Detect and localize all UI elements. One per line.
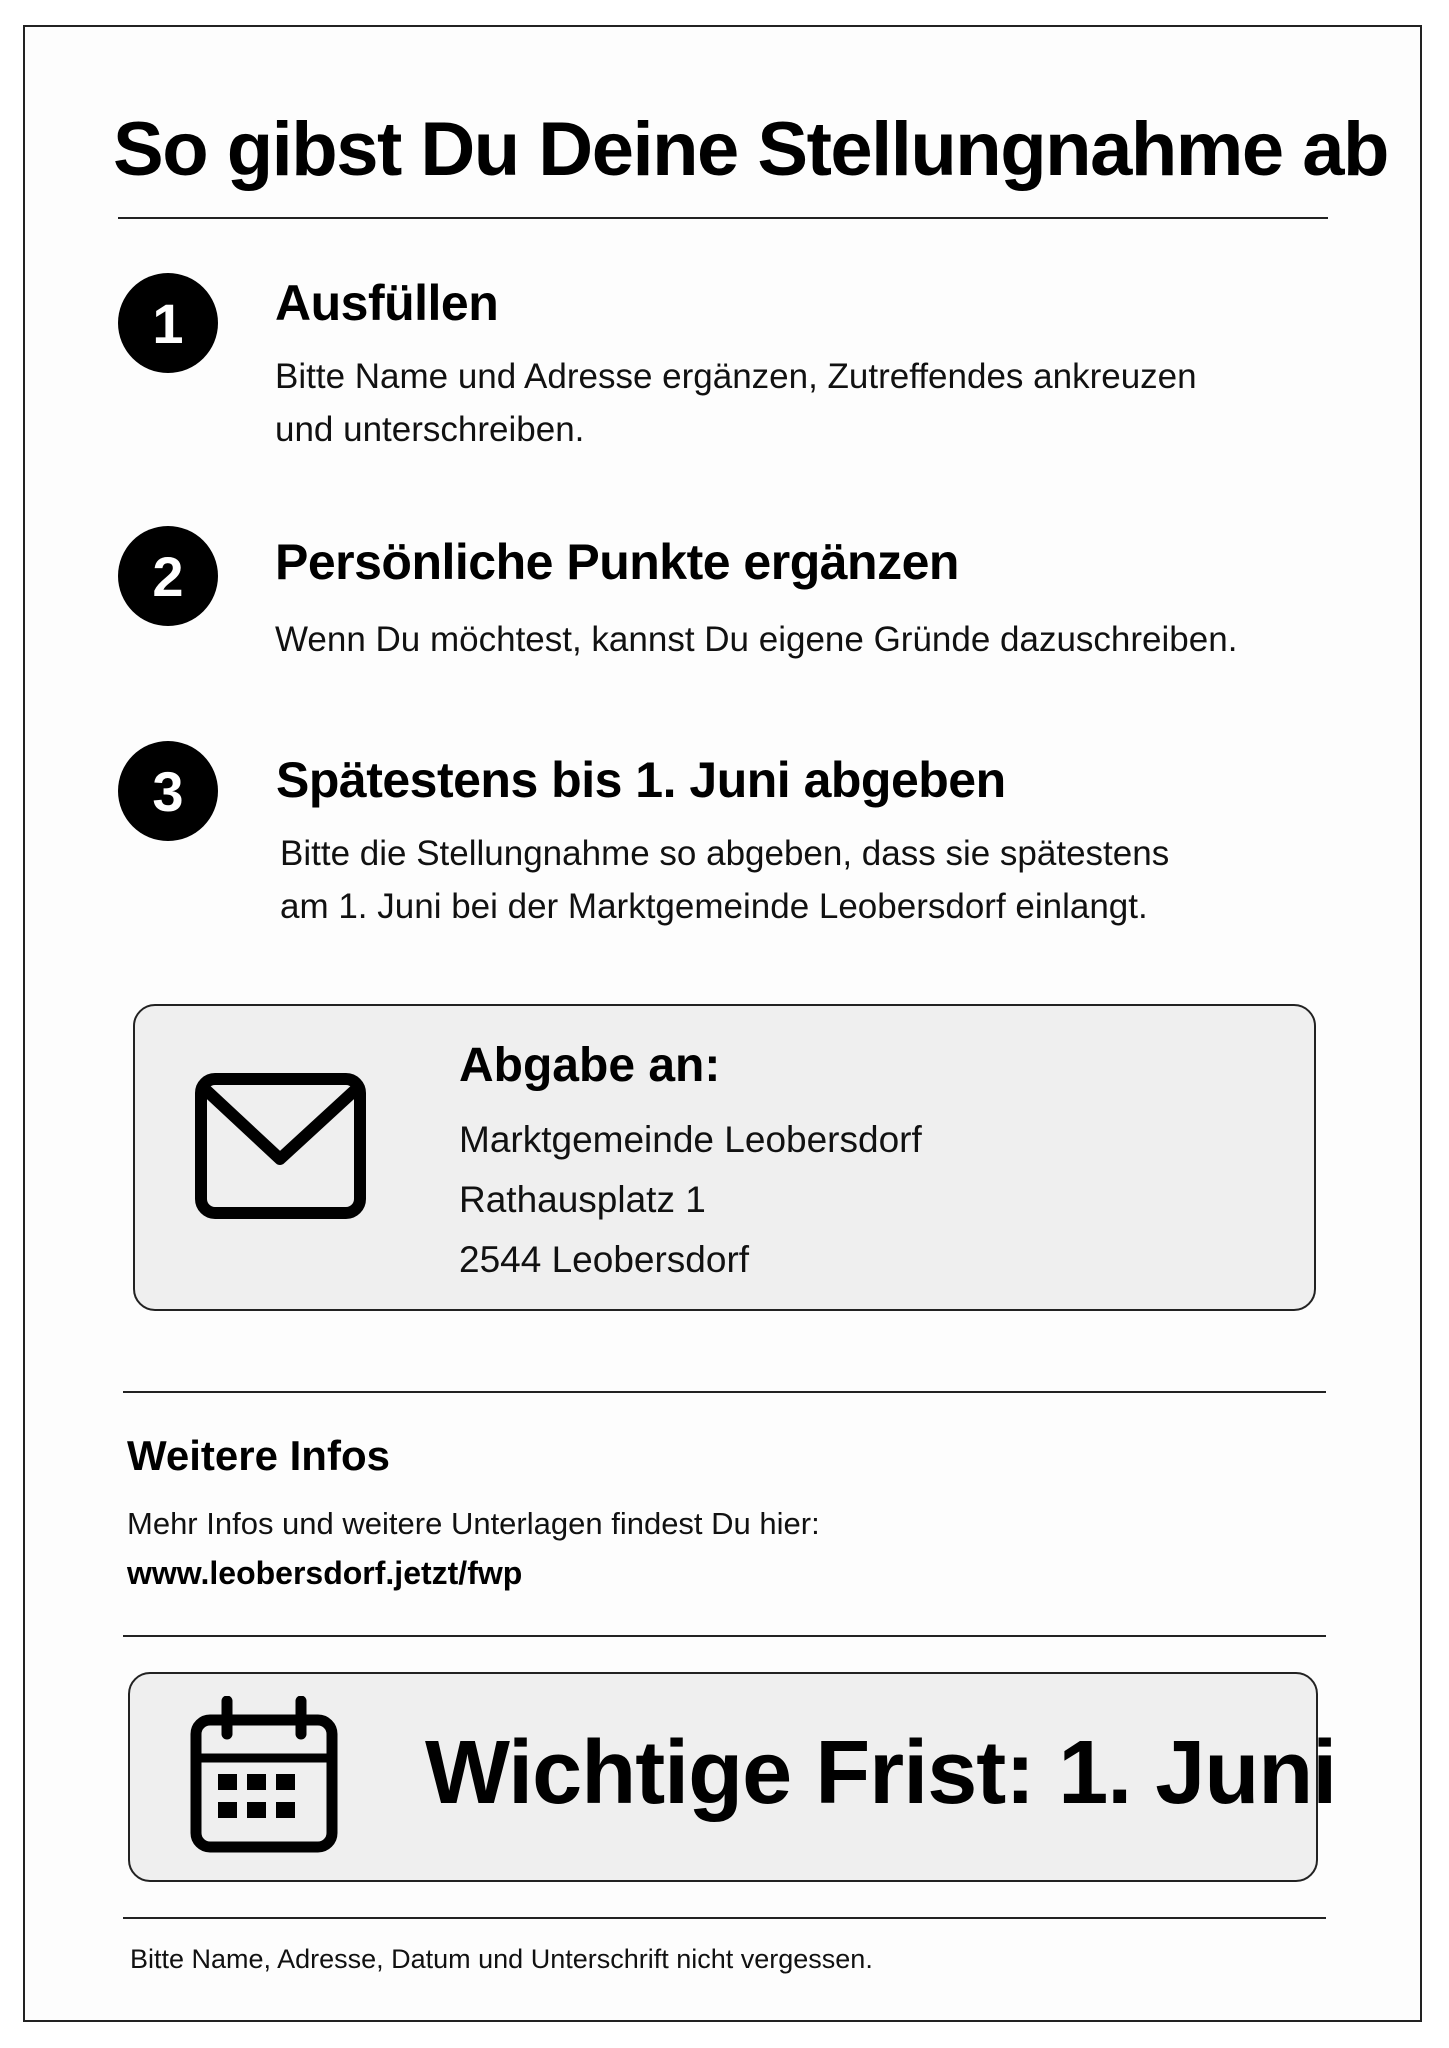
divider (123, 1635, 1326, 1637)
step-number-badge: 1 (118, 273, 218, 373)
step-title: Ausfüllen (275, 275, 499, 331)
step-number-badge: 3 (118, 741, 218, 841)
step-description-line: und unterschreiben. (275, 410, 585, 449)
step-title: Spätestens bis 1. Juni abgeben (276, 752, 1006, 808)
address-box (133, 1004, 1316, 1311)
calendar-icon (189, 1696, 339, 1854)
step-description-line: Wenn Du möchtest, kannst Du eigene Gründe dazuschreiben. (275, 620, 1238, 659)
step-description (275, 613, 1237, 666)
envelope-icon (193, 1071, 368, 1221)
footer-note: Bitte Name, Adresse, Datum und Unterschrift nicht vergessen. (130, 1944, 873, 1974)
step-description-line: am 1. Juni bei der Marktgemeinde Leobersdorf einlangt. (280, 887, 1148, 926)
address-lines (459, 1110, 922, 1290)
deadline-text: Wichtige Frist: 1. Juni (425, 1723, 1337, 1823)
info-heading: Weitere Infos (127, 1432, 390, 1479)
divider (123, 1391, 1326, 1393)
step-number-badge: 2 (118, 526, 218, 626)
step-description-line: Bitte die Stellungnahme so abgeben, dass sie spätestens (280, 834, 1170, 873)
deadline-box (128, 1672, 1337, 1882)
info-link[interactable]: www.leobersdorf.jetzt/fwp (127, 1555, 523, 1591)
page-title: So gibst Du Deine Stellungnahme ab (113, 107, 1388, 192)
step-description-line: Bitte Name und Adresse ergänzen, Zutreffendes ankreuzen (275, 357, 1197, 396)
divider (123, 1917, 1326, 1919)
step-description (280, 827, 1169, 933)
divider (118, 217, 1328, 219)
address-line: 2544 Leobersdorf (459, 1239, 750, 1280)
address-line: Rathausplatz 1 (459, 1179, 706, 1220)
step-title: Persönliche Punkte ergänzen (275, 534, 959, 590)
info-text: Mehr Infos und weitere Unterlagen findest Du hier: (127, 1506, 820, 1541)
step-description (275, 350, 1197, 456)
address-heading: Abgabe an: (459, 1039, 721, 1092)
address-line: Marktgemeinde Leobersdorf (459, 1119, 922, 1160)
